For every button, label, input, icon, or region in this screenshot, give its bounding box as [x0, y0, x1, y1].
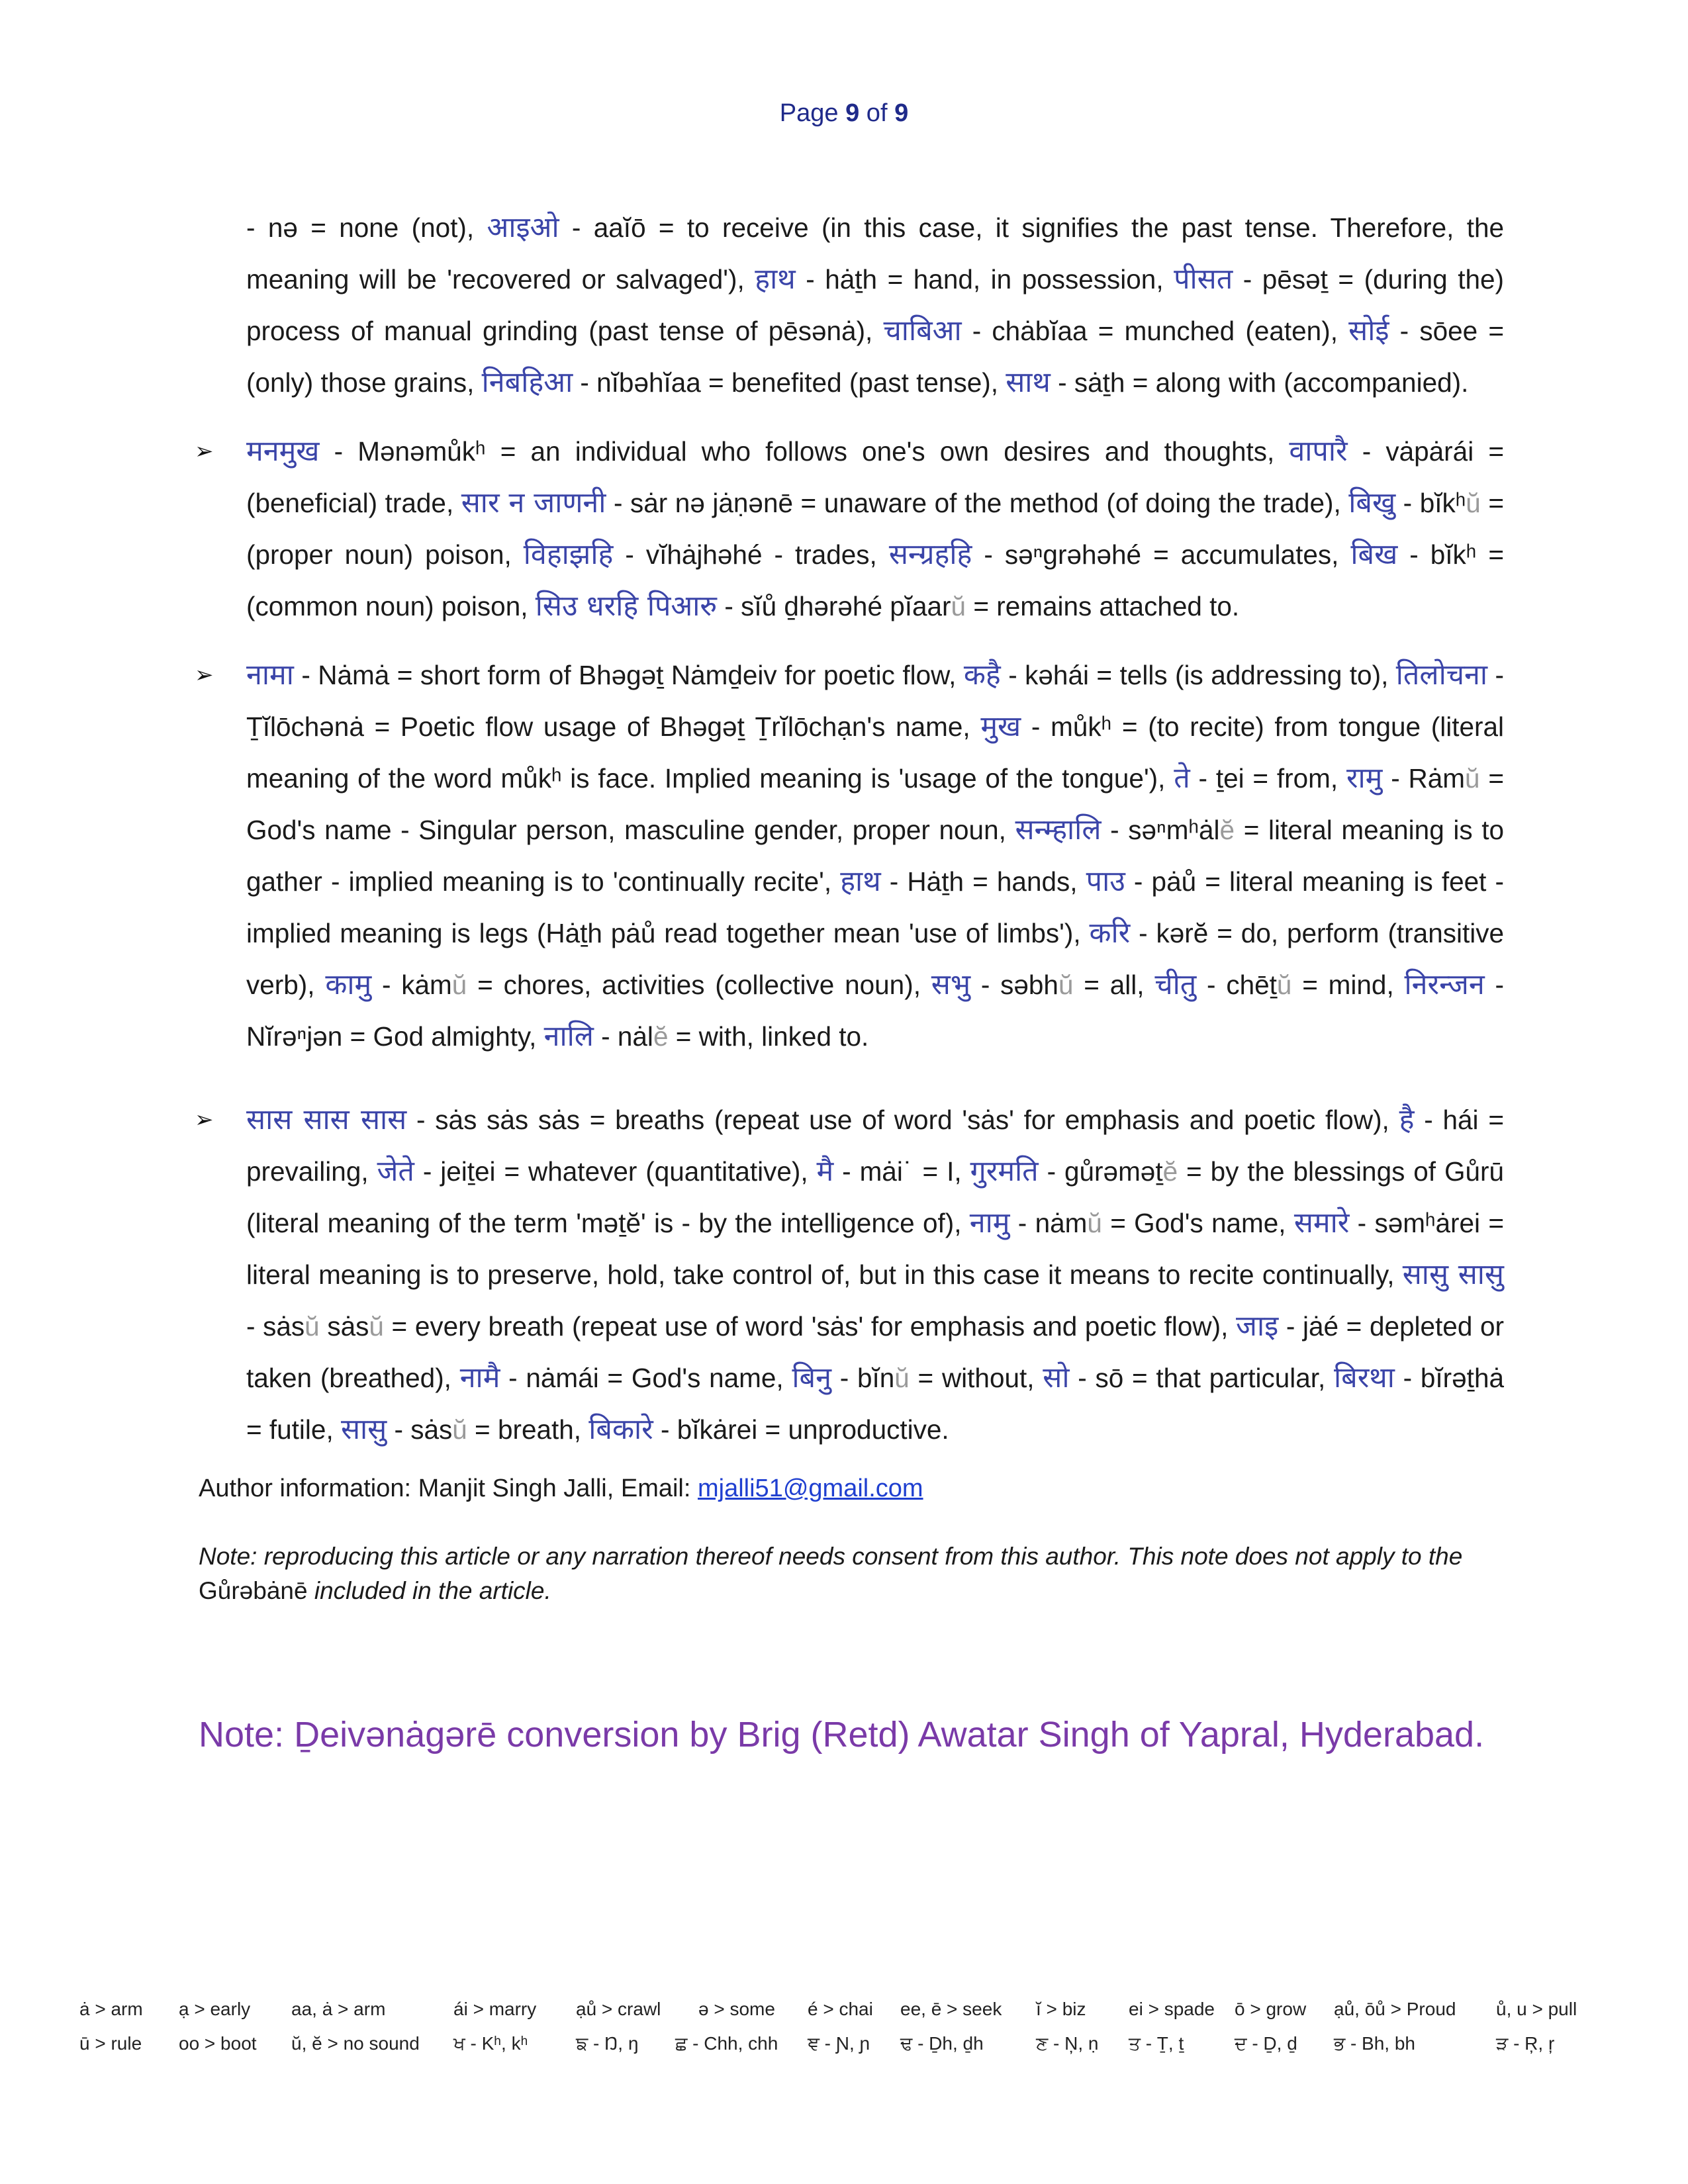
devanagari-term: सार न जाणनी [461, 486, 606, 520]
devanagari-term: चीतु [1154, 968, 1197, 1001]
definition-text: - gůrəməṯ [1038, 1156, 1163, 1187]
definition-text: - pȧů = literal meaning is feet - implied meaning is legs (Hȧṯh pȧů read together mean 'use of limbs'), [246, 866, 1505, 948]
definition-text: - chȧbĭaa = munched (eaten), [961, 316, 1349, 346]
devanagari-term: निरन्जन [1404, 968, 1485, 1001]
silent-vowel: ŭ [1466, 488, 1481, 518]
devanagari-term: मनमुख [246, 435, 320, 468]
definition-text: - bĭkȧrei = unproductive. [653, 1414, 949, 1445]
definition-text: - sȧs [387, 1414, 453, 1445]
legend-entry: oo > boot [179, 2033, 257, 2054]
definition-text: = literal meaning is to gather - implied meaning is to 'continually recite', [246, 815, 1504, 897]
devanagari-term: पाउ [1086, 865, 1125, 898]
definition-text: - səⁿgrəhəhé = accumulates, [972, 539, 1351, 570]
definition-text: - sō = that particular, [1069, 1363, 1335, 1393]
silent-vowel: ŭ [1465, 763, 1480, 794]
definition-text: - Nĭrəⁿjən = God almighty, [246, 970, 1504, 1052]
devanagari-term: कामु [325, 968, 372, 1001]
consent-text-before: Note: reproducing this article or any narration thereof needs consent from this author. This note does not apply to the [199, 1543, 1463, 1570]
devanagari-term: बिनु [792, 1361, 831, 1394]
legend-entry: ਦ - Ḏ, ḏ [1235, 2033, 1297, 2054]
legend-entry: ਙ - Ŋ, ŋ [576, 2033, 639, 2054]
definition-text: - səⁿmʰȧl [1101, 815, 1220, 845]
devanagari-term: वापारै [1289, 435, 1348, 468]
legend-row [79, 1999, 1615, 2033]
definition-text: - nə = none (not), [246, 212, 487, 243]
silent-vowel: ŭ [452, 1414, 467, 1445]
devanagari-term: समारे [1293, 1206, 1350, 1240]
devanagari-term: नामा [246, 659, 294, 692]
definition-text: - Nȧmȧ = short form of Bhəgəṯ Nȧmḏeiv for poetic flow, [293, 660, 964, 690]
devanagari-term: है [1399, 1103, 1415, 1136]
definition-text: - jȧé = depleted or taken (breathed), [246, 1311, 1504, 1393]
devanagari-term: जेते [377, 1155, 414, 1188]
consent-note [199, 1539, 1496, 1608]
definition-text: - chēṯ [1196, 970, 1277, 1000]
devanagari-term: हाथ [840, 865, 881, 898]
definition-text: - bĭn [831, 1363, 895, 1393]
definition-text: - bĭkʰ [1395, 488, 1466, 518]
legend-entry: ee, ē > seek [900, 1999, 1002, 2019]
consent-term: Gůrəbȧnē [199, 1577, 308, 1604]
consent-text-after: included in the article. [307, 1577, 551, 1604]
definition-text: - kəhái = tells (is addressing to), [1000, 660, 1396, 690]
devanagari-conversion-note: Note: Ḏeivənȧgərē conversion by Brig (Retd) Awatar Singh of Yapral, Hyderabad. [199, 1715, 1485, 1754]
devanagari-term: निबहिआ [481, 366, 573, 399]
definition-text: - sȧr nə jȧṇənē = unaware of the method (of doing the trade), [606, 488, 1349, 518]
legend-entry: ŭ, ĕ > no sound [291, 2033, 420, 2054]
legend-entry: ĭ > biz [1036, 1999, 1086, 2019]
definition-text: = all, [1073, 970, 1155, 1000]
definition-text: = God's name, [1102, 1208, 1294, 1238]
legend-entry: ei > spade [1129, 1999, 1215, 2019]
legend-entry: aa, ȧ > arm [291, 1999, 386, 2019]
legend-entry: ū > rule [79, 2033, 142, 2054]
definition-text: - hȧṯh = hand, in possession, [795, 264, 1174, 295]
definition-text: - sĭů ḏhərəhé pĭaar [717, 591, 951, 621]
devanagari-term: सास सास सास [246, 1103, 407, 1136]
definition-text: - sōee = (only) those grains, [246, 316, 1504, 398]
legend-entry: ō > grow [1235, 1999, 1307, 2019]
devanagari-term: रामु [1346, 762, 1383, 795]
devanagari-term: सोई [1348, 314, 1389, 347]
devanagari-term: मुख [980, 710, 1021, 743]
legend-entry: ਖ - Kʰ, kʰ [453, 2033, 528, 2054]
definition-text: - Ṯĭlōchənȧ = Poetic flow usage of Bhəgəṯ Ṯrĭlōchạn's name, [246, 660, 1504, 742]
legend-entry: ਛ - Chh, chh [675, 2033, 778, 2054]
silent-vowel: ŭ [1058, 970, 1074, 1000]
definition-text: - Rȧm [1382, 763, 1466, 794]
definition-text: - nĭbəhĭaa = benefited (past tense), [573, 367, 1006, 398]
silent-vowel: ŭ [894, 1363, 910, 1393]
devanagari-term: बिखु [1348, 486, 1396, 520]
silent-vowel: ĕ [653, 1021, 669, 1052]
definition-text: - ṯei = from, [1190, 763, 1346, 794]
page-total: 9 [894, 99, 909, 127]
definition-text: - səbh [970, 970, 1058, 1000]
devanagari-term: जाइ [1236, 1310, 1279, 1343]
definition-text: = mind, [1291, 970, 1405, 1000]
legend-entry: ə > some [698, 1999, 775, 2019]
devanagari-term: आइओ [487, 211, 559, 244]
silent-vowel: ŭ [951, 591, 966, 621]
definition-text: - bĭrəṯhȧ = futile, [246, 1363, 1504, 1445]
author-label: Author information: Manjit Singh Jalli, Email: [199, 1475, 698, 1502]
legend-entry: ਤ - Ṯ, ṯ [1129, 2033, 1184, 2054]
definition-text: - səmʰȧrei = literal meaning is to preserve, hold, take control of, but in this case it means to recite continually, [246, 1208, 1504, 1290]
devanagari-term: नालि [543, 1020, 594, 1053]
definition-text: - jeiṯei = whatever (quantitative), [414, 1156, 817, 1187]
devanagari-term: सभु [931, 968, 971, 1001]
bullet-text [246, 1094, 1504, 1455]
definition-text: - nȧm [1009, 1208, 1088, 1238]
definition-text: - kərĕ = do, perform (transitive verb), [246, 918, 1504, 1000]
devanagari-term: तिलोचना [1395, 659, 1488, 692]
definition-text: - vȧpȧrái = (beneficial) trade, [246, 436, 1504, 518]
devanagari-term: चाबिआ [883, 314, 962, 347]
definition-text: - sȧs sȧs sȧs = breaths (repeat use of word 'sȧs' for emphasis and poetic flow), [406, 1105, 1399, 1135]
page-current: 9 [845, 99, 860, 127]
bullet-text [246, 649, 1504, 1062]
definition-text: - sȧs [246, 1311, 305, 1342]
bullet-text [246, 426, 1504, 632]
devanagari-term: विहाझहि [523, 538, 614, 571]
legend-entry: ȧ > arm [79, 1999, 143, 2019]
pronunciation-legend [79, 1999, 1615, 2068]
legend-entry: ái > marry [453, 1999, 537, 2019]
devanagari-term: सन्म्हालि [1015, 813, 1102, 846]
silent-vowel: ŭ [305, 1311, 320, 1342]
definition-text: = chores, activities (collective noun), [467, 970, 931, 1000]
devanagari-term: कहै [963, 659, 1001, 692]
silent-vowel: ĕ [1219, 815, 1235, 845]
definition-text: - sȧṯh = along with (accompanied). [1050, 367, 1469, 398]
arrow-bullet-icon: ➢ [195, 438, 214, 465]
devanagari-term: ते [1174, 762, 1190, 795]
legend-entry: ạů > crawl [576, 1999, 661, 2019]
devanagari-term: मै [816, 1155, 834, 1188]
devanagari-term: बिरथा [1334, 1361, 1395, 1394]
silent-vowel: ŭ [1087, 1208, 1102, 1238]
definition-text: - hái = prevailing, [246, 1105, 1504, 1187]
arrow-bullet-icon: ➢ [195, 662, 214, 688]
devanagari-term: करि [1089, 917, 1131, 950]
legend-entry: ਢ - Ḏh, ḏh [900, 2033, 984, 2054]
legend-entry: ạ > early [179, 1999, 251, 2019]
definition-text: = by the blessings of Gůrū (literal meaning of the term 'məṯĕ' is - by the intelligence of), [246, 1156, 1504, 1238]
silent-vowel: ŭ [1276, 970, 1292, 1000]
intro-paragraph [246, 202, 1504, 408]
definition-text: = with, linked to. [668, 1021, 869, 1052]
page-header [0, 99, 1688, 128]
arrow-bullet-icon: ➢ [195, 1107, 214, 1133]
page-label: Page [779, 99, 846, 127]
devanagari-term: बिख [1350, 538, 1398, 571]
legend-entry: é > chai [808, 1999, 873, 2019]
definition-text: - kȧm [371, 970, 452, 1000]
devanagari-term: सासु [340, 1413, 387, 1446]
legend-row [79, 2033, 1615, 2068]
author-info [199, 1475, 1509, 1503]
definition-text: - nȧl [593, 1021, 653, 1052]
definition-text: - Hȧṯh = hands, [880, 866, 1086, 897]
definition-text: - bĭkʰ = (common noun) poison, [246, 539, 1504, 621]
legend-entry: ạů, ōů > Proud [1334, 1999, 1456, 2019]
devanagari-term: सो [1043, 1361, 1070, 1394]
devanagari-term: पीसत [1174, 263, 1233, 296]
devanagari-term: नामु [969, 1206, 1010, 1240]
definition-text: = God's name - Singular person, masculine gender, proper noun, [246, 763, 1505, 845]
bullet-item [195, 649, 1505, 1062]
definition-text: = remains attached to. [966, 591, 1240, 621]
page-separator: of [859, 99, 895, 127]
silent-vowel: ĕ [1162, 1156, 1178, 1187]
devanagari-term: नामै [459, 1361, 500, 1394]
definition-text: - aaĭō = to receive (in this case, it signifies the past tense. Therefore, the meaning will be 'recovered or salvaged'), [246, 212, 1504, 295]
devanagari-term: साथ [1006, 366, 1051, 399]
legend-entry: ੜ - Ŗ, ŗ [1496, 2033, 1555, 2054]
legend-entry: ਭ - Bh, bh [1334, 2033, 1415, 2054]
legend-entry: ਞ - Ɲ, ɲ [808, 2033, 870, 2054]
definition-text: - Mənəmůkʰ = an individual who follows one's own desires and thoughts, [319, 436, 1289, 467]
definition-text: - mȧi˙ = I, [833, 1156, 970, 1187]
definition-text: - pēsəṯ = (during the) process of manual grinding (past tense of pēsənȧ), [246, 264, 1504, 346]
silent-vowel: ŭ [369, 1311, 384, 1342]
devanagari-term: सन्ग्रहहि [888, 538, 972, 571]
definition-text: - můkʰ = (to recite) from tongue (literal meaning of the word můkʰ is face. Implied meaning is 'usage of the tongue'), [246, 711, 1504, 794]
silent-vowel: ŭ [451, 970, 467, 1000]
devanagari-term: सासु सासु [1402, 1258, 1504, 1291]
definition-text: sȧs [319, 1311, 369, 1342]
bullet-item [195, 426, 1504, 632]
definition-text: = breath, [467, 1414, 589, 1445]
bullet-item [195, 1094, 1504, 1455]
devanagari-term: गुरमति [970, 1155, 1039, 1188]
devanagari-term: बिकारे [588, 1413, 653, 1446]
definition-text: - vĭhȧjhəhé - trades, [613, 539, 889, 570]
definition-text: - nȧmái = God's name, [500, 1363, 792, 1393]
author-email-link[interactable]: mjalli51@gmail.com [698, 1475, 923, 1502]
glossary-content [195, 202, 1505, 1455]
definition-text: = without, [909, 1363, 1043, 1393]
devanagari-term: हाथ [755, 263, 796, 296]
legend-entry: ਣ - N̦, ṇ [1036, 2033, 1099, 2054]
definition-text: = (proper noun) poison, [246, 488, 1504, 570]
devanagari-term: सिउ धरहि पिआरु [535, 590, 718, 623]
legend-entry: ů, u > pull [1496, 1999, 1577, 2019]
definition-text: = every breath (repeat use of word 'sȧs' for emphasis and poetic flow), [383, 1311, 1237, 1342]
